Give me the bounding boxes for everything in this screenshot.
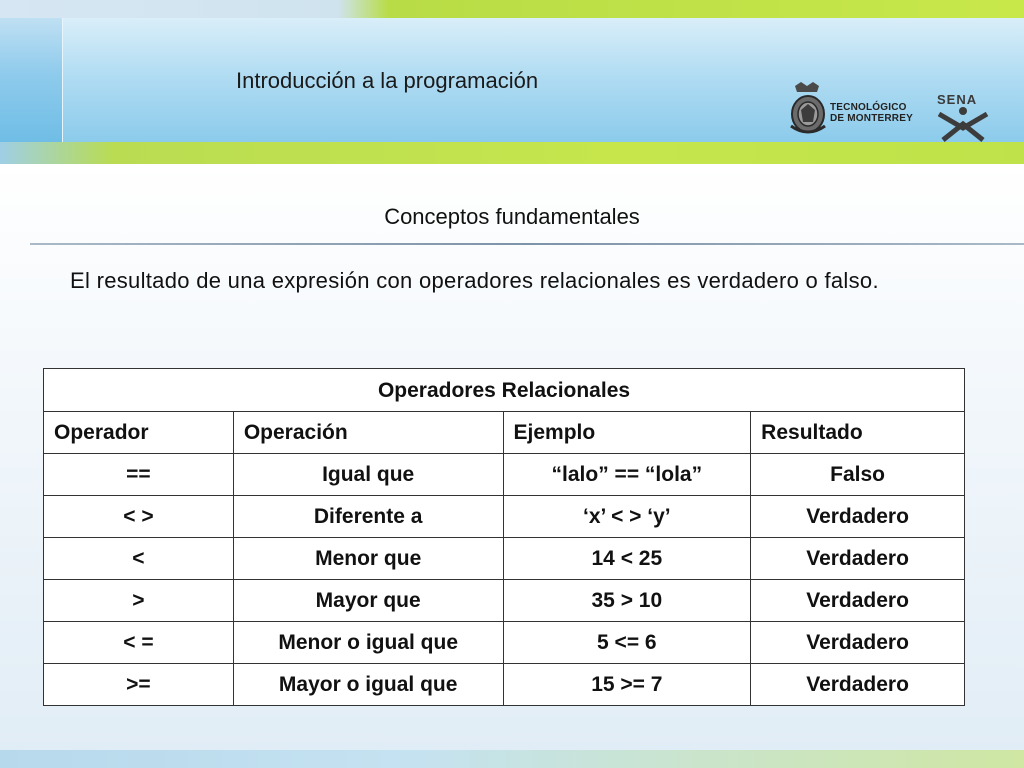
example-cell: “lalo” == “lola” [503,454,751,496]
table-row [44,622,965,664]
header-bottom-green-band [0,142,1024,164]
operation-cell: Diferente a [233,496,503,538]
operator-cell: >= [44,664,234,706]
table-row [44,538,965,580]
table-caption-row [44,369,965,412]
example-cell: 5 <= 6 [503,622,751,664]
result-cell: Verdadero [751,580,965,622]
operation-cell: Mayor o igual que [233,664,503,706]
table-row [44,664,965,706]
example-cell: 14 < 25 [503,538,751,580]
tec-monterrey-logo [787,80,927,136]
operation-cell: Menor que [233,538,503,580]
column-header-operador: Operador [44,412,234,454]
table-row [44,496,965,538]
footer-band [0,750,1024,768]
operation-cell: Igual que [233,454,503,496]
result-cell: Falso [751,454,965,496]
header-top-green-band [0,0,1024,18]
column-header-resultado: Resultado [751,412,965,454]
tec-logo-line1: TECNOLÓGICO [830,102,907,113]
operation-cell: Menor o igual que [233,622,503,664]
operation-cell: Mayor que [233,580,503,622]
result-cell: Verdadero [751,538,965,580]
table-caption: Operadores Relacionales [44,369,965,412]
column-header-operacion: Operación [233,412,503,454]
tec-logo-line2: DE MONTERREY [830,113,913,124]
example-cell: 35 > 10 [503,580,751,622]
table-row [44,454,965,496]
example-cell: ‘x’ < > ‘y’ [503,496,751,538]
operator-cell: < > [44,496,234,538]
column-header-ejemplo: Ejemplo [503,412,751,454]
result-cell: Verdadero [751,622,965,664]
sena-figure-icon [935,106,995,142]
sena-logo-text: SENA [937,92,978,107]
table-header-row [44,412,965,454]
intro-paragraph: El resultado de una expresión con operadores relacionales es verdadero o falso. [70,268,879,293]
operator-cell: < [44,538,234,580]
operator-cell: > [44,580,234,622]
result-cell: Verdadero [751,496,965,538]
title-divider [30,243,1024,245]
operator-cell: < = [44,622,234,664]
header-title: Introducción a la programación [236,68,539,93]
section-title: Conceptos fundamentales [384,204,640,229]
example-cell: 15 >= 7 [503,664,751,706]
sena-logo [935,92,995,142]
result-cell: Verdadero [751,664,965,706]
tec-seal-icon [787,80,829,136]
operator-cell: == [44,454,234,496]
tec-logo-text [830,102,913,124]
relational-operators-table [43,368,965,706]
table-row [44,580,965,622]
